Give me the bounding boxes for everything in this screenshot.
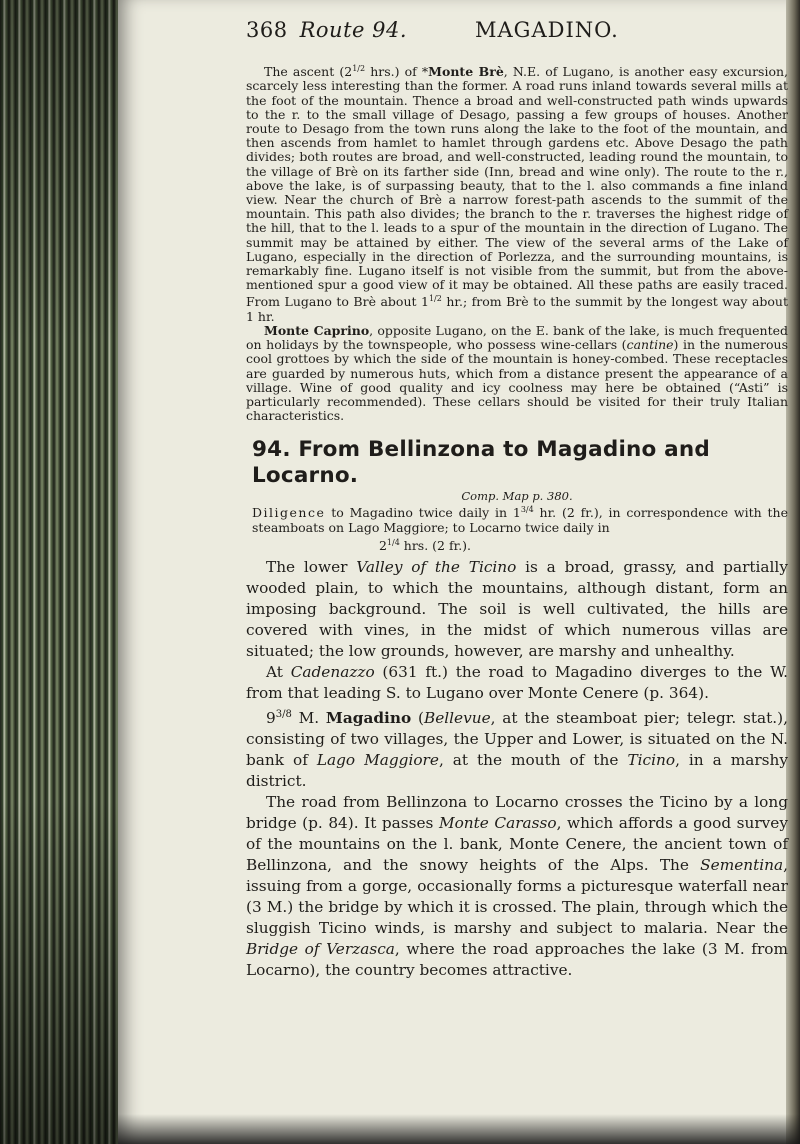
paragraph-monte-caprino: Monte Caprino, opposite Lugano, on the E. bank of the lake, is much frequented on holidays by the townspeople, who possess wine-cellars (cantine) in the numerous cool grottoes by which the side of the mountain is honey-combed. These receptacles are guarded by numerous huts, which from a distance present the appearance of a village. Wine of good quality and icy coolness may here be obtained (“Asti” is particularly recommended). These cellars should be visited for their truly Italian characteristics.	[246, 322, 788, 424]
running-head	[246, 18, 788, 50]
route-label: Route 94.	[299, 18, 408, 42]
place-name: Monte Caprino	[264, 322, 370, 338]
fraction: 3/4	[520, 505, 534, 515]
paragraph-monte-bre: The ascent ($2^{1/2}$ hrs.) of *Monte Brè, N.E. of Lugano, is another easy excursion, scarcely less interesting than the former. A road runs inland towards several mills at the foot of the mountain. Thence a broad and well-constructed path winds upwards to the r. to the small village of Desago, passing a few groups of houses. Another route to Desago from the town runs along the lake to the foot of the mountain, and then ascends from hamlet to hamlet through gardens etc. Above Desago the path divides; both routes are broad, and well-constructed, leading round the mountain, to the village of Brè on its farther side (Inn, bread and wine only). The route to the r., above the lake, is of surpassing beauty, that to the l. also commands a fine inland view. Near the church of Brè a narrow forest-path ascends to the summit of the mountain. This path also divides; the branch to the r. traverses the highest ridge of the hill, that to the l. leads to a spur of the mountain in the direction of Lugano. The summit may be attained by either. The view of the several arms of the Lake of Lugano, especially in the direction of Porlezza, and the surrounding mountains, is remarkably fine. Lugano itself is not visible from the summit, but from the above-mentioned spur a good view of it may be obtained. All these paths are easily traced. From Lugano to Brè about $1^{1/2}$ hr.; from Brè to the summit by the longest way about 1 hr.	[246, 64, 789, 324]
section-title: 94. From Bellinzona to Magadino and Locarno.	[252, 437, 710, 489]
running-title: MAGADINO.	[475, 18, 619, 42]
fraction: 3/8	[275, 709, 292, 721]
place-name: Magadino	[325, 709, 412, 728]
diligence-note: Diligence to Magadino twice daily in $1^{3/4}$ hr. (2 fr.), in correspondence with the steamboats on Lago Maggiore; to Locarno twice daily in $2^{1/4}$ hrs. (2 fr.).	[252, 505, 788, 553]
bottom-shadow	[118, 1114, 800, 1144]
fraction: 1/4	[386, 537, 400, 547]
page-edge	[786, 0, 800, 1144]
paragraph-valley: The lower Valley of the Ticino is a broad, grassy, and partially wooded plain, to which the mountains, although distant, form an imposing background. The soil is well cultivated, the hills are covered with vines, in the midst of which numerous villas are situated; the low grounds, however, are marshy and unhealthy.	[246, 558, 788, 661]
paragraph-cadenazzo: At Cadenazzo (631 ft.) the road to Magadino diverges to the W. from that leading S. to Lugano over Monte Cenere (p. 364).	[246, 663, 788, 703]
page-number: 368	[246, 18, 288, 42]
paragraph-locarno-road: The road from Bellinzona to Locarno crosses the Ticino by a long bridge (p. 84). It passes Monte Carasso, which affords a good survey of the mountains on the l. bank, Monte Cenere, the ancient town of Bellinzona, and the snowy heights of the Alps. The Sementina, issuing from a gorge, occasionally forms a picturesque waterfall near (3 M.) the bridge by which it is crossed. The plain, through which the sluggish Ticino winds, is marshy and subject to malaria. Near the Bridge of Verzasca, where the road approaches the lake (3 M. from Locarno), the country becomes attractive.	[246, 793, 789, 980]
book-spine-edge	[0, 0, 120, 1144]
page-content	[246, 18, 788, 981]
route-description	[246, 557, 788, 981]
paragraph-magadino: $9^{3/8}$ M. Magadino (Bellevue, at the steamboat pier; telegr. stat.), consisting of two villages, the Upper and Lower, is situated on the N. bank of Lago Maggiore, at the mouth of the Ticino, in a marshy district.	[246, 709, 788, 791]
place-name: Monte Brè	[428, 64, 504, 80]
excursion-text	[246, 62, 788, 423]
fraction: 1/2	[352, 64, 366, 73]
fraction: 1/2	[428, 294, 442, 304]
map-reference: Comp. Map p. 380.	[461, 489, 573, 504]
